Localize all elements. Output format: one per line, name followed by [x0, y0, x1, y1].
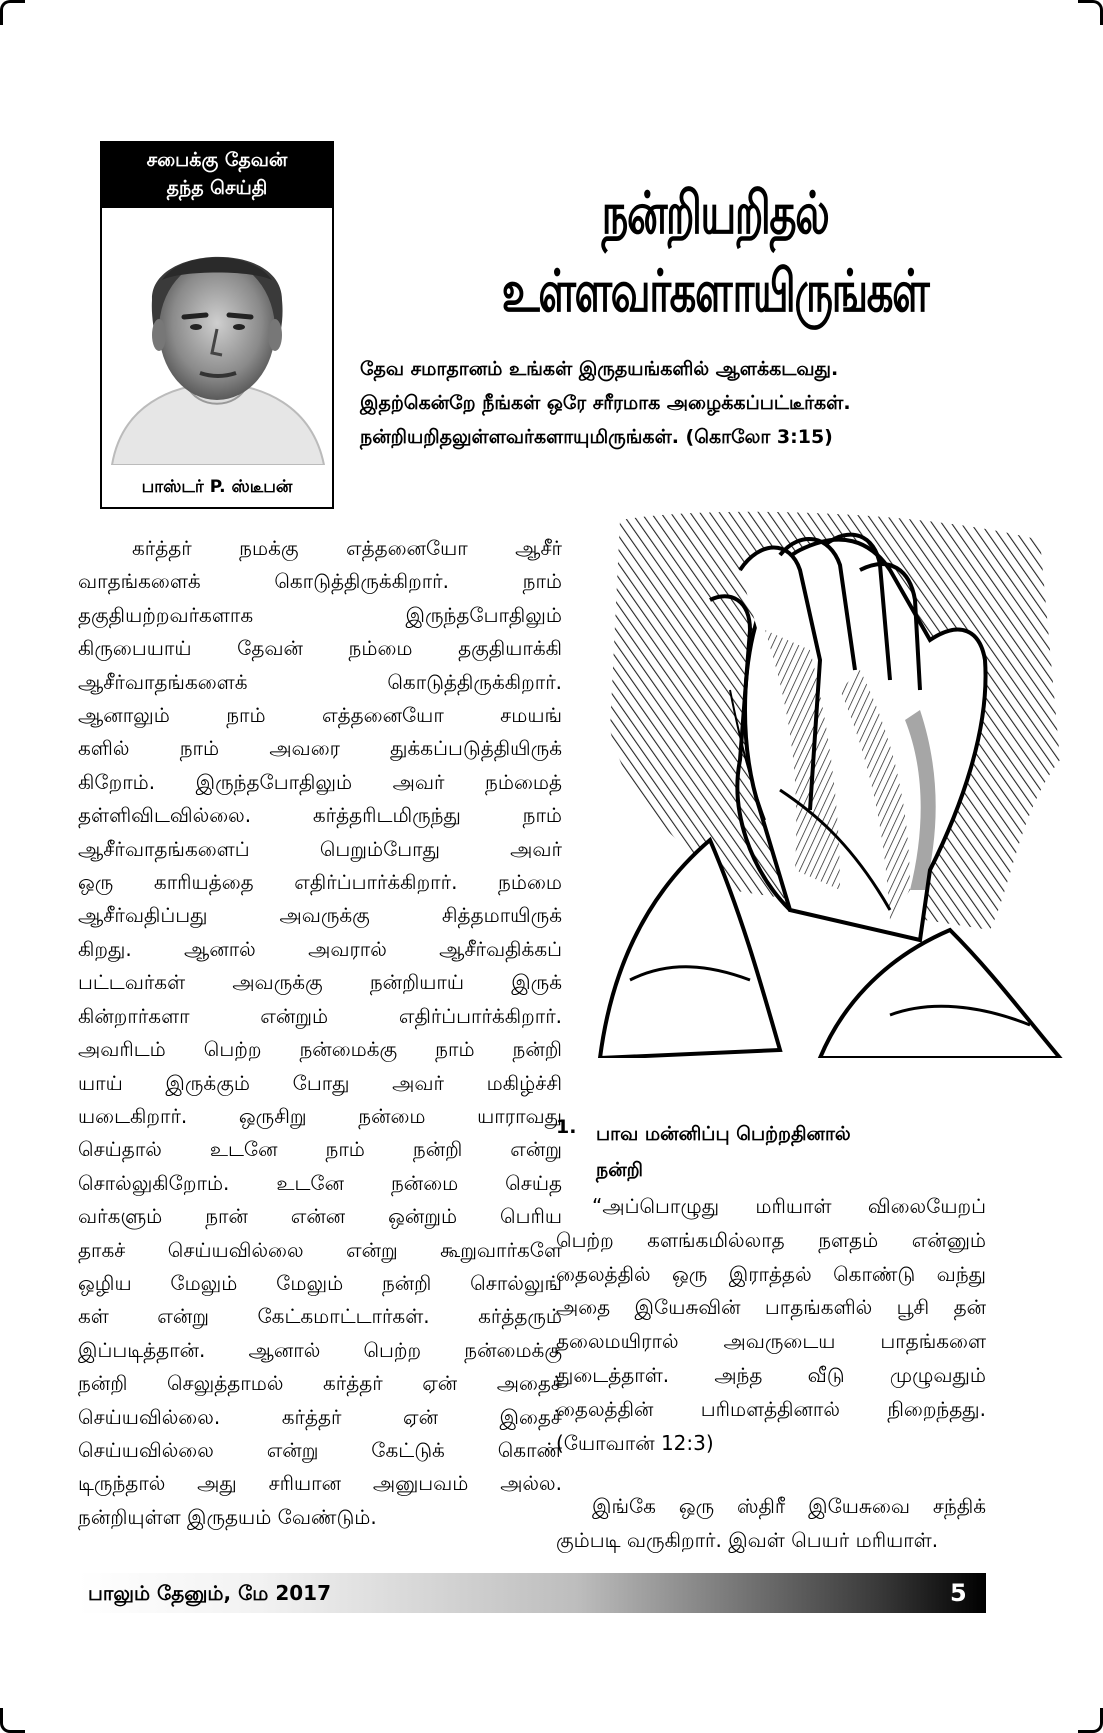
- text-line: இங்கே ஒரு ஸ்திரீ இயேசுவை சந்திக்: [592, 1494, 986, 1518]
- text-line: யாய் இருக்கும் போது அவர் மகிழ்ச்சி: [78, 1070, 562, 1095]
- key-verse-line: இதற்கென்றே நீங்கள் ஒரே சரீரமாக அழைக்கப்பட்டீர்கள்.: [360, 392, 851, 414]
- text-line: தலைமயிரால் அவருடைய பாதங்களை: [556, 1329, 986, 1354]
- text-line: (யோவான் 12:3): [556, 1430, 714, 1455]
- text-line: சொல்லுகிறோம். உடனே நன்மை செய்த: [78, 1170, 562, 1195]
- text-line: தள்ளிவிடவில்லை. கர்த்தரிடமிருந்து நாம்: [78, 803, 562, 828]
- text-line: கர்த்தர் நமக்கு எத்தனையோ ஆசீர்: [132, 536, 562, 560]
- text-line: ஒழிய மேலும் மேலும் நன்றி சொல்லுங்: [78, 1270, 562, 1295]
- right-column-paragraph-1: [556, 1190, 986, 1460]
- crop-mark-top-left: [0, 0, 25, 25]
- article-title-line2: உள்ளவர்களாயிருங்கள்: [501, 257, 929, 325]
- text-line: செய்யவில்லை என்று கேட்டுக் கொண்: [78, 1437, 562, 1462]
- author-box: [100, 141, 334, 509]
- text-line: துடைத்தாள். அந்த வீடு முழுவதும்: [556, 1362, 986, 1387]
- text-line: வாதங்களைக் கொடுத்திருக்கிறார். நாம்: [78, 569, 562, 594]
- crop-mark-bottom-right: [1078, 1708, 1103, 1733]
- crop-mark-bottom-left: [0, 1708, 25, 1733]
- section-heading-line1: பாவ மன்னிப்பு பெற்றதினால்: [596, 1123, 851, 1145]
- text-line: தாகச் செய்யவில்லை என்று கூறுவார்களே: [78, 1237, 562, 1262]
- text-line: “அப்பொழுது மரியாள் விலையேறப்: [592, 1194, 986, 1218]
- author-portrait-photo: [102, 225, 332, 465]
- text-line: செய்தால் உடனே நாம் நன்றி என்று: [78, 1137, 562, 1162]
- section-heading-line2: நன்றி: [596, 1159, 643, 1181]
- text-line: ஆசீர்வதிப்பது அவருக்கு சித்தமாயிருக்: [78, 903, 562, 928]
- key-verse-line: நன்றியறிதலுள்ளவர்களாயுமிருங்கள். (கொலோ 3:15): [360, 426, 833, 448]
- key-verse-line: தேவ சமாதானம் உங்கள் இருதயங்களில் ஆளக்கடவது.: [360, 358, 839, 380]
- text-line: கும்படி வருகிறார். இவள் பெயர் மரியாள்.: [556, 1527, 939, 1552]
- text-line: தைலத்தின் பரிமளத்தினால் நிறைந்தது.: [556, 1396, 986, 1421]
- text-line: கிறோம். இருந்தபோதிலும் அவர் நம்மைத்: [78, 769, 562, 794]
- article-title-line1: நன்றியறிதல்: [601, 179, 829, 247]
- footer-publication: பாலும் தேனும், மே 2017: [88, 1581, 331, 1605]
- text-line: வர்களும் நான் என்ன ஒன்றும் பெரிய: [78, 1204, 562, 1229]
- author-box-header-line2: தந்த செய்தி: [166, 177, 268, 199]
- text-line: நன்றி செலுத்தாமல் கர்த்தர் ஏன் அதைச்: [78, 1371, 562, 1396]
- text-line: யடைகிறார். ஒருசிறு நன்மை யாராவது: [78, 1103, 562, 1128]
- text-line: அதை இயேசுவின் பாதங்களில் பூசி தன்: [556, 1295, 986, 1320]
- text-line: தைலத்தில் ஒரு இராத்தல் கொண்டு வந்து: [556, 1261, 986, 1286]
- text-line: செய்யவில்லை. கர்த்தர் ஏன் இதைச்: [78, 1404, 562, 1429]
- text-line: கள் என்று கேட்கமாட்டார்கள். கர்த்தரும்: [78, 1304, 562, 1329]
- left-column-text: [78, 532, 562, 1534]
- text-line: அவரிடம் பெற்ற நன்மைக்கு நாம் நன்றி: [78, 1037, 562, 1062]
- page-number: 5: [950, 1579, 967, 1607]
- section-number: 1.: [556, 1116, 577, 1138]
- crop-mark-top-right: [1078, 0, 1103, 25]
- text-line: பட்டவர்கள் அவருக்கு நன்றியாய் இருக்: [78, 970, 562, 995]
- author-name: பாஸ்டர் P. ஸ்டீபன்: [141, 477, 293, 497]
- text-line: கிருபையாய் தேவன் நம்மை தகுதியாக்கி: [78, 636, 562, 661]
- text-line: ஆசீர்வாதங்களைப் பெறும்போது அவர்: [78, 836, 562, 861]
- author-box-header-line1: சபைக்கு தேவன்: [146, 149, 288, 171]
- text-line: ஒரு காரியத்தை எதிர்ப்பார்க்கிறார். நம்மை: [78, 870, 562, 895]
- right-column-paragraph-2: [556, 1490, 986, 1558]
- text-line: ஆசீர்வாதங்களைக் கொடுத்திருக்கிறார்.: [78, 669, 562, 694]
- text-line: டிருந்தால் அது சரியான அனுபவம் அல்ல.: [78, 1471, 562, 1496]
- text-line: பெற்ற களங்கமில்லாத நளதம் என்னும்: [556, 1227, 986, 1252]
- key-verse: [360, 352, 1050, 454]
- text-line: இப்படித்தான். ஆனால் பெற்ற நன்மைக்கு: [78, 1337, 562, 1362]
- text-line: கிறது. ஆனால் அவரால் ஆசீர்வதிக்கப்: [78, 936, 562, 961]
- text-line: கின்றார்களா என்றும் எதிர்ப்பார்க்கிறார்.: [78, 1003, 562, 1028]
- section-heading: [596, 1116, 996, 1188]
- text-line: ஆனாலும் நாம் எத்தனையோ சமயங்: [78, 703, 562, 728]
- text-line: நன்றியுள்ள இருதயம் வேண்டும்.: [78, 1504, 377, 1529]
- praying-hands-illustration: [590, 510, 1070, 1058]
- author-box-header: [102, 143, 332, 208]
- text-line: தகுதியற்றவர்களாக இருந்தபோதிலும்: [78, 602, 562, 627]
- text-line: களில் நாம் அவரை துக்கப்படுத்தியிருக்: [78, 736, 562, 761]
